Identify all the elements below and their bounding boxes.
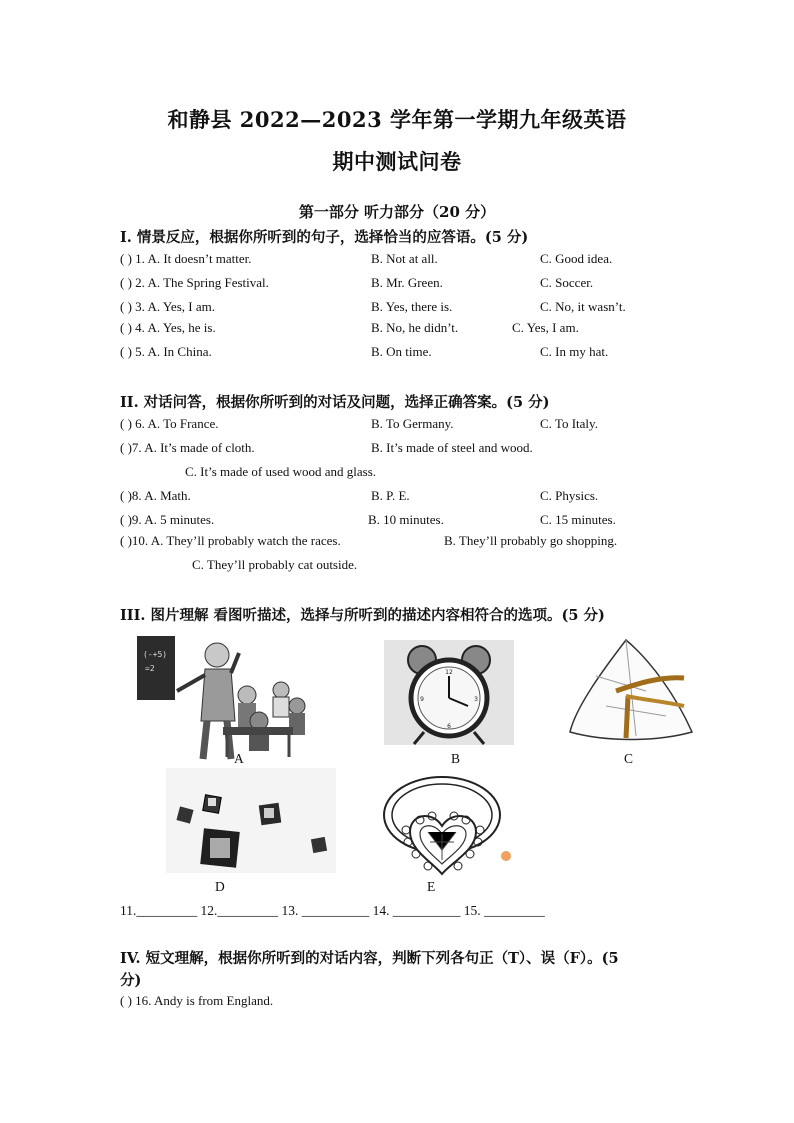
picture-label-c: C xyxy=(624,751,634,766)
section1-heading: I. 情景反应，根据你所听到的句子，选择恰当的应答语。(5 分) xyxy=(120,229,529,246)
q6-option-b: B. To Germany. xyxy=(371,416,454,431)
zongzi-picture xyxy=(566,636,696,746)
q1-stem: ( ) 1. A. It doesn’t matter. xyxy=(120,251,252,266)
q7-stem: ( )7. A. It’s made of cloth. xyxy=(120,440,255,455)
page-title: 和静县 2022—2023 学年第一学期九年级英语 xyxy=(167,107,627,132)
q1-option-b: B. Not at all. xyxy=(371,251,438,266)
board-text-line2: =2 xyxy=(145,664,155,673)
q5-option-b: B. On time. xyxy=(371,344,432,359)
picture-label-d: D xyxy=(215,879,225,894)
lanterns-picture xyxy=(166,768,336,873)
q3-option-b: B. Yes, there is. xyxy=(371,299,453,314)
q8-stem: ( )8. A. Math. xyxy=(120,488,191,503)
classroom-picture xyxy=(135,633,315,768)
q4-option-c: C. Yes, I am. xyxy=(512,320,579,335)
q9-stem: ( )9. A. 5 minutes. xyxy=(120,512,215,527)
q7-option-b: B. It’s made of steel and wood. xyxy=(371,440,533,455)
q5-stem: ( ) 5. A. In China. xyxy=(120,344,212,359)
picture-label-a: A xyxy=(234,751,244,766)
q8-option-c: C. Physics. xyxy=(540,488,599,503)
part-heading: 第一部分 听力部分（20 分） xyxy=(298,203,496,221)
board-text-line1: (-+5) xyxy=(143,650,168,659)
q2-option-c: C. Soccer. xyxy=(540,275,594,290)
q9-option-b: B. 10 minutes. xyxy=(368,512,444,527)
q10-option-b: B. They’ll probably go shopping. xyxy=(444,533,618,548)
section3-heading: III. 图片理解 看图听描述，选择与所听到的描述内容相符合的选项。(5 分) xyxy=(120,607,605,624)
section4-heading-cont: 分) xyxy=(120,972,142,989)
page-subtitle: 期中测试问卷 xyxy=(332,149,462,174)
q10-stem: ( )10. A. They’ll probably watch the races. xyxy=(120,533,341,548)
q3-option-c: C. No, it wasn’t. xyxy=(540,299,626,314)
q4-option-b: B. No, he didn’t. xyxy=(371,320,459,335)
q2-stem: ( ) 2. A. The Spring Festival. xyxy=(120,275,269,290)
svg-text:3: 3 xyxy=(474,696,478,703)
section4-heading: IV. 短文理解，根据你所听到的对话内容，判断下列各句正（T）、误（F）。(5 xyxy=(120,950,619,967)
q9-option-c: C. 15 minutes. xyxy=(540,512,616,527)
svg-text:9: 9 xyxy=(420,696,424,703)
q3-stem: ( ) 3. A. Yes, I am. xyxy=(120,299,215,314)
q7-option-c: C. It’s made of used wood and glass. xyxy=(185,464,377,479)
ring-picture xyxy=(380,770,515,880)
picture-label-b: B xyxy=(451,751,461,766)
q4-stem: ( ) 4. A. Yes, he is. xyxy=(120,320,216,335)
q6-option-c: C. To Italy. xyxy=(540,416,598,431)
q10-option-c: C. They’ll probably cat outside. xyxy=(192,557,358,572)
answer-blanks: 11._________ 12._________ 13. __________ 14. __________ 15. _________ xyxy=(120,903,545,918)
picture-label-e: E xyxy=(427,879,436,894)
q2-option-b: B. Mr. Green. xyxy=(371,275,443,290)
section2-heading: II. 对话问答，根据你所听到的对话及问题，选择正确答案。(5 分) xyxy=(120,394,550,411)
q1-option-c: C. Good idea. xyxy=(540,251,613,266)
q5-option-c: C. In my hat. xyxy=(540,344,609,359)
q6-stem: ( ) 6. A. To France. xyxy=(120,416,219,431)
q16-stem: ( ) 16. Andy is from England. xyxy=(120,993,274,1008)
svg-text:6: 6 xyxy=(447,723,451,730)
alarm-clock-picture xyxy=(384,640,514,745)
svg-text:12: 12 xyxy=(445,669,453,676)
q8-option-b: B. P. E. xyxy=(371,488,410,503)
